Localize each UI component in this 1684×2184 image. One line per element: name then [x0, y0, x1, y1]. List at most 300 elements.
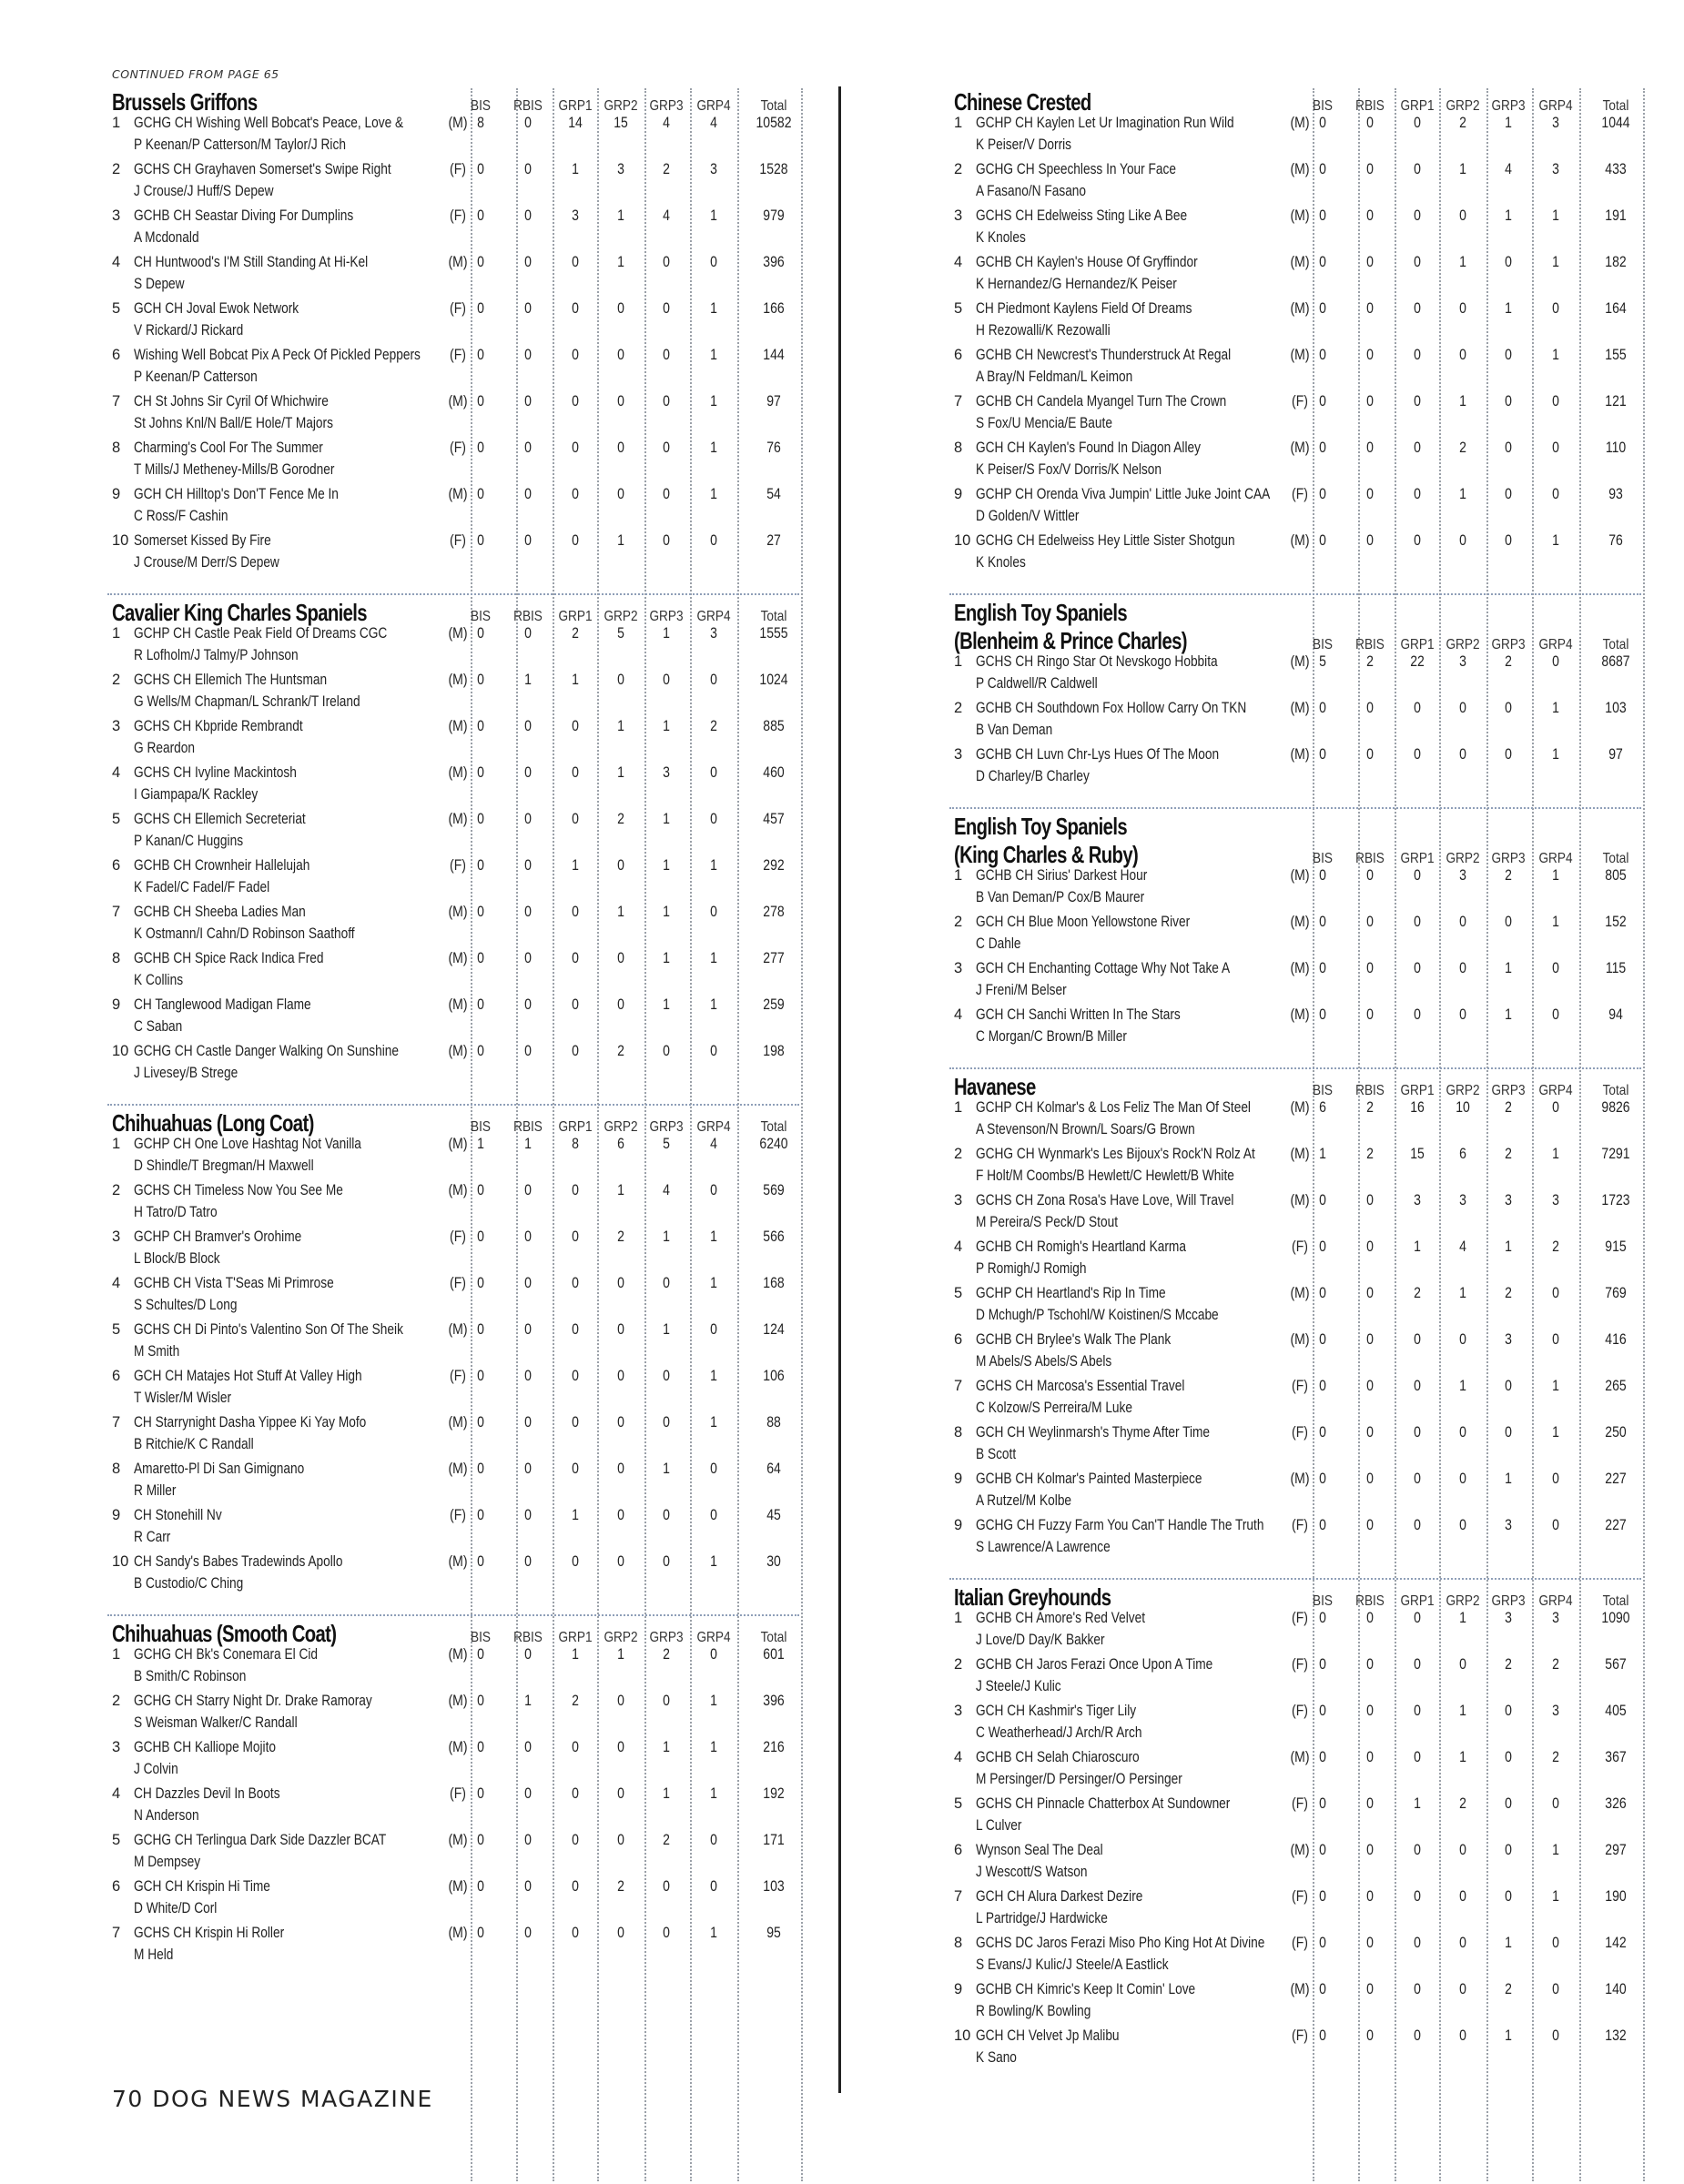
stat-grp1: 0	[1414, 300, 1421, 317]
stat-total: 132	[1605, 2027, 1627, 2044]
owners: G Reardon	[134, 740, 195, 756]
stat-total: 121	[1605, 393, 1627, 410]
stat-grp2: 0	[617, 1925, 624, 1941]
stat-grp2: 6	[617, 1136, 624, 1152]
sex-label: (F)	[1292, 1610, 1308, 1626]
dog-name: GCHB CH Luvn Chr-Lys Hues Of The Moon	[976, 746, 1220, 763]
stat-rbis: 0	[1366, 1610, 1374, 1626]
standings-row	[842, 867, 1684, 914]
rank-number: 3	[112, 1739, 121, 1755]
stat-grp4: 0	[1552, 1981, 1559, 1997]
stat-grp3: 1	[1505, 115, 1512, 131]
stat-bis: 0	[1319, 1842, 1326, 1858]
column-header-total: Total	[1602, 1083, 1629, 1098]
dog-name: GCH CH Enchanting Cottage Why Not Take A	[976, 960, 1231, 976]
column-header-total: Total	[1602, 1593, 1629, 1609]
rank-number: 8	[954, 1424, 963, 1441]
owners: P Keenan/P Catterson	[134, 369, 258, 385]
stat-grp2: 0	[617, 672, 624, 688]
stat-grp2: 0	[1459, 1888, 1466, 1905]
rank-number: 4	[954, 1749, 963, 1765]
stat-grp1: 0	[572, 254, 579, 270]
stat-grp4: 1	[710, 1693, 717, 1709]
stat-grp2: 0	[617, 1461, 624, 1477]
breed-title: English Toy Spaniels	[954, 599, 1127, 626]
stat-bis: 0	[1319, 300, 1326, 317]
sex-label: (F)	[450, 1785, 466, 1802]
standings-row	[842, 1842, 1684, 1888]
stat-rbis: 0	[1366, 2027, 1374, 2044]
stat-grp1: 0	[1414, 1424, 1421, 1441]
dog-name: Charming's Cool For The Summer	[134, 440, 323, 456]
stat-bis: 0	[1319, 1378, 1326, 1394]
column-header-total: Total	[760, 1630, 787, 1645]
stat-bis: 0	[1319, 1935, 1326, 1951]
stat-grp1: 0	[1414, 867, 1421, 884]
standings-row	[842, 1099, 1684, 1146]
dog-name: Wynson Seal The Deal	[976, 1842, 1103, 1858]
dog-name: GCH CH Weylinmarsh's Thyme After Time	[976, 1424, 1211, 1441]
stat-grp3: 0	[1505, 1749, 1512, 1765]
owners: F Holt/M Coombs/B Hewlett/C Hewlett/B White	[976, 1168, 1234, 1184]
sex-label: (M)	[448, 1182, 468, 1198]
stat-bis: 0	[1319, 1888, 1326, 1905]
owners: D Shindle/T Bregman/H Maxwell	[134, 1158, 314, 1174]
stat-grp2: 0	[617, 950, 624, 966]
stat-grp4: 0	[710, 1182, 717, 1198]
stat-grp3: 0	[663, 393, 670, 410]
rank-number: 6	[954, 347, 963, 363]
stat-grp4: 0	[710, 764, 717, 781]
stat-total: 457	[763, 811, 785, 827]
stat-grp4: 0	[710, 1878, 717, 1895]
stat-total: 460	[763, 764, 785, 781]
stat-grp2: 1	[617, 904, 624, 920]
sex-label: (M)	[448, 672, 468, 688]
owners: K Peiser/V Dorris	[976, 136, 1072, 153]
stat-grp3: 2	[1505, 1981, 1512, 1997]
stat-bis: 0	[477, 904, 484, 920]
stat-grp1: 0	[1414, 1842, 1421, 1858]
stat-grp1: 0	[572, 904, 579, 920]
stat-grp3: 0	[1505, 440, 1512, 456]
dog-name: GCHS CH Grayhaven Somerset's Swipe Right	[134, 161, 391, 177]
standings-row	[0, 1136, 842, 1182]
column-header-grp4: GRP4	[1538, 851, 1573, 866]
sex-label: (M)	[1290, 161, 1310, 177]
stat-grp4: 4	[710, 115, 717, 131]
stat-total: 103	[763, 1878, 785, 1895]
rank-number: 7	[112, 393, 121, 410]
rank-number: 8	[112, 1461, 121, 1477]
stat-grp3: 0	[663, 440, 670, 456]
stat-total: 88	[766, 1414, 781, 1431]
stat-rbis: 1	[524, 1693, 532, 1709]
stat-total: 76	[766, 440, 781, 456]
stat-bis: 0	[477, 950, 484, 966]
stat-grp2: 0	[1459, 1981, 1466, 1997]
stat-grp4: 1	[1552, 1378, 1559, 1394]
sex-label: (M)	[1290, 1981, 1310, 1997]
stat-grp2: 0	[1459, 914, 1466, 930]
stat-total: 216	[763, 1739, 785, 1755]
sex-label: (M)	[1290, 1285, 1310, 1301]
stat-grp1: 2	[1414, 1285, 1421, 1301]
sex-label: (M)	[448, 1925, 468, 1941]
stat-bis: 0	[477, 857, 484, 874]
stat-bis: 0	[477, 347, 484, 363]
stat-rbis: 0	[524, 1182, 532, 1198]
stat-grp3: 4	[663, 115, 670, 131]
stat-grp3: 1	[1505, 1935, 1512, 1951]
rank-number: 3	[954, 1192, 963, 1208]
standings-row	[842, 1331, 1684, 1378]
stat-grp4: 0	[1552, 393, 1559, 410]
stat-grp4: 3	[1552, 1703, 1559, 1719]
stat-total: 190	[1605, 1888, 1627, 1905]
stat-rbis: 0	[1366, 1331, 1374, 1348]
stat-bis: 0	[1319, 486, 1326, 502]
stat-grp3: 0	[1505, 1795, 1512, 1812]
stat-bis: 0	[1319, 254, 1326, 270]
column-header-grp4: GRP4	[696, 1119, 731, 1135]
stat-grp4: 0	[1552, 440, 1559, 456]
stat-grp2: 0	[1459, 207, 1466, 224]
stat-grp4: 0	[1552, 653, 1559, 670]
breed-title: English Toy Spaniels	[954, 813, 1127, 840]
owners: K Hernandez/G Hernandez/K Peiser	[976, 276, 1177, 292]
column-header-bis: BIS	[1313, 637, 1333, 652]
column-header-total: Total	[760, 1119, 787, 1135]
standings-row	[842, 700, 1684, 746]
stat-total: 198	[763, 1043, 785, 1059]
section-divider	[949, 1578, 1641, 1580]
column-header-grp1: GRP1	[1400, 851, 1435, 866]
stat-grp3: 0	[1505, 746, 1512, 763]
stat-total: 277	[763, 950, 785, 966]
owners: B Smith/C Robinson	[134, 1668, 247, 1684]
column-header-grp2: GRP2	[1446, 1593, 1480, 1609]
rank-number: 2	[112, 672, 121, 688]
stat-grp3: 4	[1505, 161, 1512, 177]
stat-grp2: 0	[617, 996, 624, 1013]
stat-grp3: 4	[663, 1182, 670, 1198]
column-header-grp4: GRP4	[1538, 1593, 1573, 1609]
stat-grp2: 0	[617, 1321, 624, 1338]
continued-from-label: CONTINUED FROM PAGE 65	[112, 67, 279, 81]
stat-grp2: 0	[1459, 532, 1466, 549]
stat-grp3: 3	[1505, 1610, 1512, 1626]
sex-label: (M)	[1290, 1842, 1310, 1858]
stat-total: 110	[1605, 440, 1627, 456]
sex-label: (F)	[1292, 1935, 1308, 1951]
stat-grp1: 0	[572, 764, 579, 781]
sex-label: (M)	[448, 1321, 468, 1338]
standings-row	[842, 1888, 1684, 1935]
stat-grp4: 1	[710, 300, 717, 317]
rank-number: 2	[112, 161, 121, 177]
stat-grp2: 1	[1459, 1378, 1466, 1394]
column-header-bis: BIS	[471, 1119, 491, 1135]
stat-grp2: 1	[617, 1646, 624, 1663]
stat-bis: 0	[1319, 440, 1326, 456]
stat-grp3: 2	[663, 161, 670, 177]
stat-grp4: 2	[1552, 1656, 1559, 1673]
dog-name: Somerset Kissed By Fire	[134, 532, 271, 549]
stat-bis: 0	[1319, 960, 1326, 976]
stat-total: 166	[763, 300, 785, 317]
standings-row	[0, 300, 842, 347]
rank-number: 9	[954, 486, 963, 502]
column-header-bis: BIS	[471, 1630, 491, 1645]
stat-bis: 0	[477, 1878, 484, 1895]
rank-number: 5	[954, 1795, 963, 1812]
stat-grp2: 0	[1459, 1656, 1466, 1673]
rank-number: 1	[112, 1136, 121, 1152]
stat-grp1: 0	[1414, 347, 1421, 363]
stat-rbis: 0	[1366, 1378, 1374, 1394]
stat-grp1: 0	[572, 1228, 579, 1245]
stat-bis: 0	[1319, 1749, 1326, 1765]
sex-label: (M)	[1290, 746, 1310, 763]
stat-grp4: 0	[1552, 1795, 1559, 1812]
rank-number: 6	[112, 1368, 121, 1384]
standings-row	[842, 2027, 1684, 2074]
stat-bis: 0	[477, 764, 484, 781]
stat-rbis: 0	[1366, 1424, 1374, 1441]
stat-grp4: 1	[710, 950, 717, 966]
stat-grp1: 0	[572, 347, 579, 363]
dog-name: GCHB CH Jaros Ferazi Once Upon A Time	[976, 1656, 1213, 1673]
owners: D Golden/V Wittler	[976, 508, 1080, 524]
stat-grp1: 0	[572, 950, 579, 966]
standings-row	[0, 811, 842, 857]
column-header-grp3: GRP3	[1491, 98, 1526, 114]
column-header-grp1: GRP1	[1400, 1593, 1435, 1609]
standings-row	[842, 1981, 1684, 2027]
stat-grp3: 0	[1505, 1424, 1512, 1441]
stat-grp1: 0	[1414, 532, 1421, 549]
owners: G Wells/M Chapman/L Schrank/T Ireland	[134, 693, 360, 710]
stat-grp1: 0	[1414, 1517, 1421, 1533]
sex-label: (M)	[1290, 300, 1310, 317]
standings-row	[0, 950, 842, 996]
dog-name: GCHB CH Candela Myangel Turn The Crown	[976, 393, 1227, 410]
stat-grp1: 0	[1414, 1888, 1421, 1905]
stat-rbis: 0	[524, 996, 532, 1013]
stat-grp1: 0	[1414, 700, 1421, 716]
stat-grp2: 10	[1456, 1099, 1470, 1116]
dog-name: GCHS CH Kbpride Rembrandt	[134, 718, 303, 734]
sex-label: (M)	[448, 1043, 468, 1059]
standings-row	[842, 653, 1684, 700]
column-header-rbis: RBIS	[1355, 98, 1385, 114]
stat-grp3: 0	[1505, 393, 1512, 410]
stat-bis: 0	[1319, 207, 1326, 224]
owners: K Ostmann/I Cahn/D Robinson Saathoff	[134, 925, 355, 942]
column-header-grp3: GRP3	[649, 609, 684, 624]
stat-total: 8687	[1601, 653, 1630, 670]
standings-row	[842, 486, 1684, 532]
stat-grp3: 4	[663, 207, 670, 224]
stat-rbis: 0	[1366, 161, 1374, 177]
owners: T Mills/J Metheney-Mills/B Gorodner	[134, 461, 335, 478]
standings-row	[0, 254, 842, 300]
stat-grp1: 0	[1414, 960, 1421, 976]
stat-grp3: 1	[663, 1461, 670, 1477]
owners: T Wisler/M Wisler	[134, 1390, 232, 1406]
stat-rbis: 0	[1366, 440, 1374, 456]
stat-rbis: 0	[524, 1646, 532, 1663]
standings-row	[842, 1146, 1684, 1192]
stat-grp3: 0	[663, 1043, 670, 1059]
owners: J Steele/J Kulic	[976, 1678, 1061, 1694]
stat-total: 433	[1605, 161, 1627, 177]
owners: P Kanan/C Huggins	[134, 833, 244, 849]
owners: K Peiser/S Fox/V Dorris/K Nelson	[976, 461, 1162, 478]
sex-label: (M)	[448, 115, 468, 131]
stat-grp1: 0	[572, 1368, 579, 1384]
stat-total: 416	[1605, 1331, 1627, 1348]
stat-grp4: 1	[710, 1228, 717, 1245]
sex-label: (M)	[1290, 115, 1310, 131]
stat-grp1: 0	[1414, 1935, 1421, 1951]
stat-grp4: 4	[710, 1136, 717, 1152]
stat-grp1: 2	[572, 1693, 579, 1709]
rank-number: 5	[112, 811, 121, 827]
column-header-grp4: GRP4	[1538, 98, 1573, 114]
stat-rbis: 0	[1366, 1517, 1374, 1533]
stat-grp1: 0	[1414, 1981, 1421, 1997]
stat-grp4: 1	[710, 207, 717, 224]
stat-grp1: 0	[1414, 2027, 1421, 2044]
stat-grp3: 2	[1505, 1285, 1512, 1301]
stat-bis: 0	[1319, 1610, 1326, 1626]
stat-grp1: 0	[572, 300, 579, 317]
stat-rbis: 0	[524, 161, 532, 177]
stat-grp2: 6	[1459, 1146, 1466, 1162]
sex-label: (F)	[1292, 1888, 1308, 1905]
stat-bis: 0	[1319, 1703, 1326, 1719]
stat-grp3: 3	[1505, 1331, 1512, 1348]
stat-total: 1090	[1601, 1610, 1630, 1626]
stat-grp2: 1	[1459, 1610, 1466, 1626]
stat-grp4: 1	[1552, 1146, 1559, 1162]
standings-row	[0, 532, 842, 579]
dog-name: GCHS CH Pinnacle Chatterbox At Sundowner	[976, 1795, 1231, 1812]
rank-number: 4	[112, 764, 121, 781]
owners: I Giampapa/K Rackley	[134, 786, 259, 803]
rank-number: 4	[112, 1785, 121, 1802]
stat-total: 140	[1605, 1981, 1627, 1997]
stat-bis: 0	[1319, 700, 1326, 716]
stat-total: 601	[763, 1646, 785, 1663]
dog-name: GCHS CH Edelweiss Sting Like A Bee	[976, 207, 1188, 224]
dog-name: GCHS CH Timeless Now You See Me	[134, 1182, 343, 1198]
rank-number: 7	[954, 393, 963, 410]
rank-number: 10	[112, 1043, 129, 1059]
stat-grp4: 0	[710, 1321, 717, 1338]
dog-name: GCHB CH Kimric's Keep It Comin' Love	[976, 1981, 1196, 1997]
rank-number: 1	[112, 115, 121, 131]
stat-rbis: 0	[1366, 1703, 1374, 1719]
stat-total: 1044	[1601, 115, 1630, 131]
stat-grp2: 0	[617, 1414, 624, 1431]
standings-row	[0, 1414, 842, 1461]
owners: L Block/B Block	[134, 1250, 220, 1267]
stat-grp4: 0	[710, 1043, 717, 1059]
rank-number: 1	[954, 1099, 963, 1116]
sex-label: (F)	[450, 1275, 466, 1291]
sex-label: (M)	[1290, 960, 1310, 976]
stat-bis: 0	[1319, 1006, 1326, 1023]
stat-rbis: 0	[1366, 1888, 1374, 1905]
stat-grp1: 22	[1410, 653, 1425, 670]
sex-label: (M)	[448, 1414, 468, 1431]
owners: K Sano	[976, 2049, 1017, 2066]
stat-grp4: 0	[1552, 486, 1559, 502]
standings-row	[842, 1192, 1684, 1239]
stat-bis: 0	[477, 1832, 484, 1848]
stat-rbis: 0	[1366, 532, 1374, 549]
stat-total: 7291	[1601, 1146, 1630, 1162]
sex-label: (M)	[448, 254, 468, 270]
dog-name: CH Dazzles Devil In Boots	[134, 1785, 280, 1802]
stat-total: 367	[1605, 1749, 1627, 1765]
stat-grp4: 1	[1552, 347, 1559, 363]
stat-grp2: 1	[1459, 161, 1466, 177]
rank-number: 1	[954, 115, 963, 131]
stat-grp2: 2	[1459, 115, 1466, 131]
dog-name: GCH CH Joval Ewok Network	[134, 300, 299, 317]
rank-number: 9	[954, 1981, 963, 1997]
dog-name: GCHB CH Selah Chiaroscuro	[976, 1749, 1140, 1765]
owners: K Collins	[134, 972, 184, 988]
rank-number: 9	[112, 996, 121, 1013]
sex-label: (M)	[448, 486, 468, 502]
stat-rbis: 0	[524, 1925, 532, 1941]
sex-label: (F)	[450, 347, 466, 363]
stat-total: 27	[766, 532, 781, 549]
stat-rbis: 0	[524, 1461, 532, 1477]
owners: J Livesey/B Strege	[134, 1065, 238, 1081]
sex-label: (M)	[1290, 867, 1310, 884]
standings-row	[842, 1749, 1684, 1795]
stat-grp2: 0	[1459, 1471, 1466, 1487]
rank-number: 3	[112, 207, 121, 224]
rank-number: 1	[954, 1610, 963, 1626]
column-header-bis: BIS	[471, 609, 491, 624]
owners: S Fox/U Mencia/E Baute	[976, 415, 1112, 431]
owners: B Ritchie/K C Randall	[134, 1436, 254, 1452]
standings-row	[0, 1043, 842, 1089]
stat-rbis: 0	[1366, 960, 1374, 976]
stat-grp4: 1	[1552, 1424, 1559, 1441]
stat-rbis: 0	[524, 1228, 532, 1245]
owners: M Dempsey	[134, 1854, 201, 1870]
dog-name: GCHB CH Brylee's Walk The Plank	[976, 1331, 1172, 1348]
sex-label: (F)	[450, 300, 466, 317]
stat-grp4: 1	[1552, 746, 1559, 763]
stat-grp3: 1	[663, 1228, 670, 1245]
rank-number: 6	[954, 1331, 963, 1348]
sex-label: (F)	[1292, 1795, 1308, 1812]
stat-grp1: 0	[1414, 746, 1421, 763]
stat-bis: 0	[477, 625, 484, 642]
stat-rbis: 0	[1366, 746, 1374, 763]
dog-name: CH Huntwood's I'M Still Standing At Hi-Kel	[134, 254, 369, 270]
stat-bis: 0	[1319, 1981, 1326, 1997]
